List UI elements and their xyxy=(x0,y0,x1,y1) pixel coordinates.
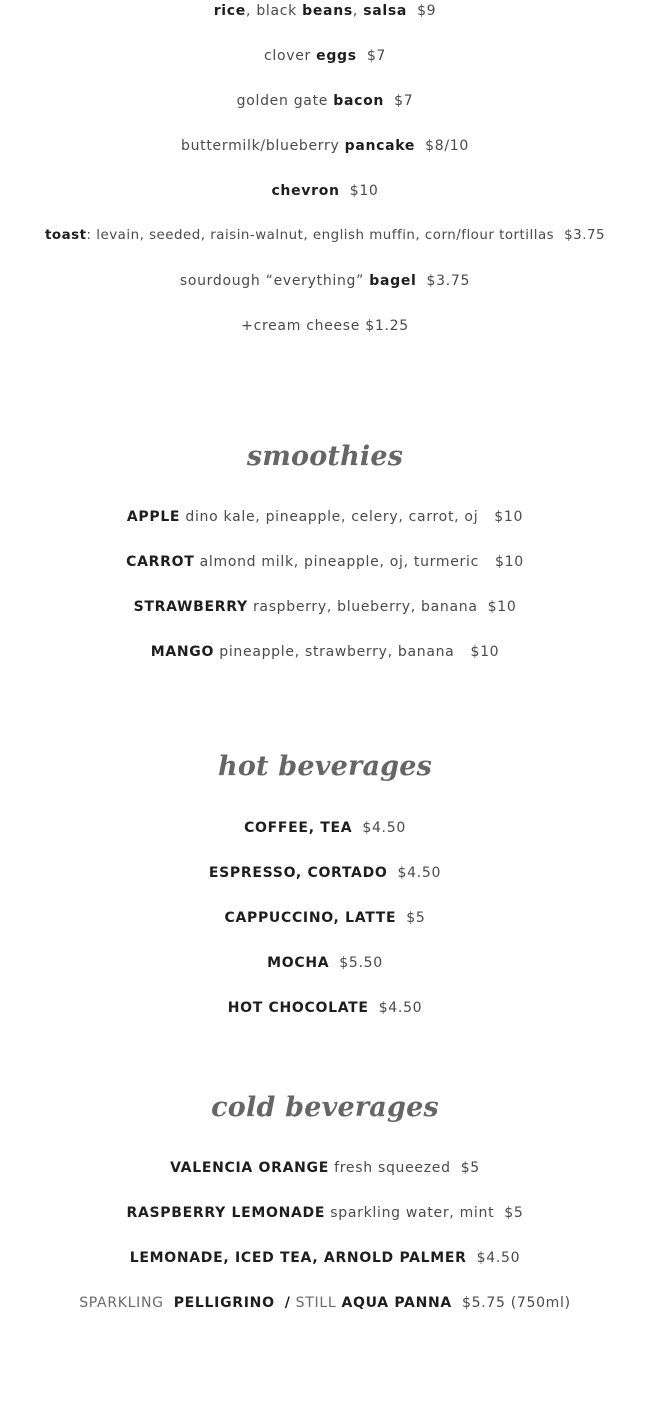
smoothie-item xyxy=(0,552,650,572)
item-description: : levain, seeded, raisin-walnut, english muffin, corn/flour tortillas xyxy=(86,228,555,243)
item-name: salsa xyxy=(363,3,408,19)
hot-beverage-item xyxy=(0,953,650,973)
item-name: LEMONADE, ICED TEA, ARNOLD PALMER xyxy=(129,1250,467,1266)
item-name: STRAWBERRY xyxy=(133,599,248,615)
item-price: $9 xyxy=(417,3,437,19)
menu-item-rice-beans-salsa xyxy=(0,1,650,21)
menu-item-toast xyxy=(0,226,650,246)
item-name: COFFEE, TEA xyxy=(244,820,353,836)
cold-beverage-item xyxy=(0,1203,650,1223)
item-description: fresh squeezed xyxy=(334,1160,451,1176)
item-description: pineapple, strawberry, banana xyxy=(219,644,455,660)
item-price: $4.50 xyxy=(476,1250,521,1266)
item-price: $5 xyxy=(406,910,426,926)
item-text: sourdough “everything” xyxy=(179,273,370,289)
item-text: golden gate xyxy=(236,93,334,109)
item-description: almond milk, pineapple, oj, turmeric xyxy=(199,554,479,570)
section-heading-cold-beverages: cold beverages xyxy=(211,1092,439,1123)
water-sparkling-name: PELLIGRINO xyxy=(173,1295,275,1311)
water-still-label: STILL xyxy=(295,1295,337,1311)
item-price: $4.50 xyxy=(362,820,406,836)
item-name: toast xyxy=(44,228,87,243)
item-price: $7 xyxy=(394,93,414,109)
menu-item-eggs xyxy=(0,46,650,66)
item-text: , black xyxy=(246,3,303,19)
item-price: $5.75 (750ml) xyxy=(461,1295,571,1311)
menu-item-bacon xyxy=(0,91,650,111)
item-price: $10 xyxy=(487,599,517,615)
section-heading-smoothies: smoothies xyxy=(246,441,404,472)
menu-item-chevron xyxy=(0,181,650,201)
item-price: $8/10 xyxy=(425,138,469,154)
item-price: $10 xyxy=(494,509,524,525)
item-name: APPLE xyxy=(126,509,181,525)
item-name: CAPPUCCINO, LATTE xyxy=(224,910,397,926)
cold-beverage-water-item xyxy=(0,1293,650,1313)
item-description: raspberry, blueberry, banana xyxy=(252,599,478,615)
section-heading-hot-beverages: hot beverages xyxy=(217,751,432,782)
item-name: bagel xyxy=(369,273,417,289)
menu-item-pancake xyxy=(0,136,650,156)
hot-beverage-item xyxy=(0,863,650,883)
smoothie-item xyxy=(0,642,650,662)
item-name: MANGO xyxy=(150,644,215,660)
item-price: $3.75 xyxy=(564,228,605,243)
item-name: CARROT xyxy=(126,554,195,570)
water-sparkling-label: SPARKLING xyxy=(79,1295,164,1311)
item-name: beans xyxy=(302,3,353,19)
item-price: $5.50 xyxy=(339,955,383,971)
hot-beverage-item xyxy=(0,998,650,1018)
hot-beverage-item xyxy=(0,908,650,928)
item-price: $10 xyxy=(349,183,379,199)
cold-beverage-item xyxy=(0,1158,650,1178)
item-price: $4.50 xyxy=(397,865,442,881)
item-name: VALENCIA ORANGE xyxy=(170,1160,329,1176)
item-text: , xyxy=(352,3,364,19)
item-description: dino kale, pineapple, celery, carrot, oj xyxy=(185,509,479,525)
item-price: $5 xyxy=(504,1205,524,1221)
item-description: sparkling water, mint xyxy=(330,1205,495,1221)
smoothie-item xyxy=(0,507,650,527)
cold-beverage-item xyxy=(0,1248,650,1268)
item-text: clover xyxy=(263,48,317,64)
item-name: eggs xyxy=(316,48,357,64)
menu-item-bagel xyxy=(0,271,650,291)
item-name: bacon xyxy=(333,93,385,109)
item-name: RASPBERRY LEMONADE xyxy=(126,1205,326,1221)
water-still-name: AQUA PANNA xyxy=(341,1295,452,1311)
item-price: $4.50 xyxy=(378,1000,423,1016)
water-slash: / xyxy=(284,1295,291,1311)
item-name: ESPRESSO, CORTADO xyxy=(208,865,388,881)
hot-beverage-item xyxy=(0,818,650,838)
item-name: MOCHA xyxy=(267,955,330,971)
item-price: $10 xyxy=(470,644,500,660)
addon-text: +cream cheese $1.25 xyxy=(241,318,409,334)
item-price: $7 xyxy=(366,48,387,64)
item-text: buttermilk/blueberry xyxy=(181,138,345,154)
item-price: $3.75 xyxy=(426,273,471,289)
smoothie-item xyxy=(0,597,650,617)
item-name: rice xyxy=(213,3,247,19)
item-price: $5 xyxy=(460,1160,480,1176)
item-name: pancake xyxy=(344,138,416,154)
item-price: $10 xyxy=(495,554,524,570)
menu-addon-cream-cheese xyxy=(0,316,650,336)
item-name: chevron xyxy=(271,183,340,199)
item-name: HOT CHOCOLATE xyxy=(227,1000,369,1016)
